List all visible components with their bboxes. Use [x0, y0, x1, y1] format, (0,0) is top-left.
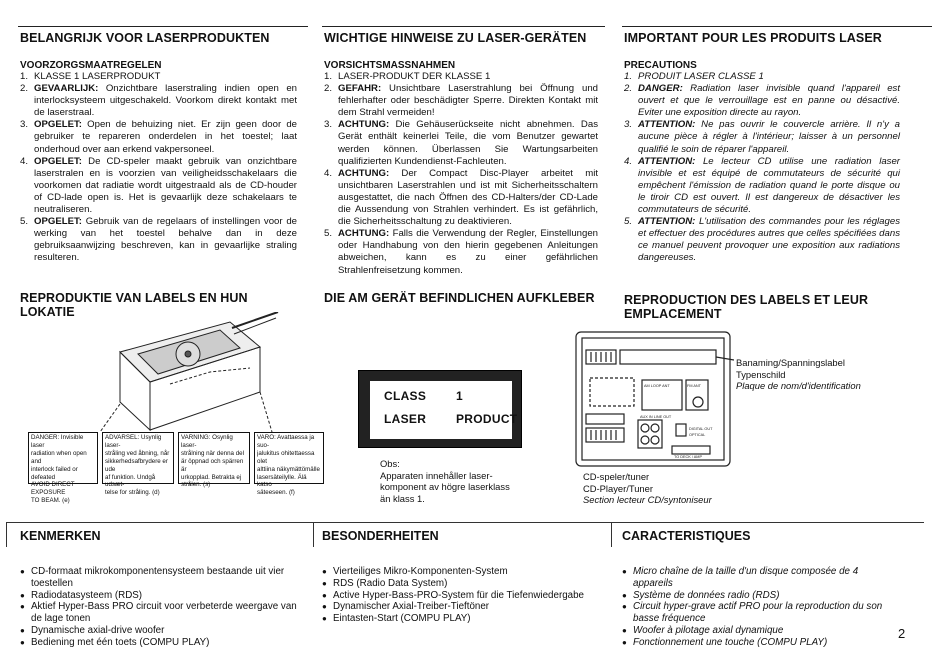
labels-heading-fr: REPRODUCTION DES LABELS ET LEUR EMPLACEMENT [624, 293, 869, 321]
class-1-laser-label: CLASS 1 LASER PRODUCT [358, 370, 522, 448]
panel-text: AM LOOP ANT [644, 384, 670, 388]
panel-text: TO DECK / AMP [674, 455, 702, 459]
rating-label-caption: Banaming/Spanningslabel Typenschild Plaque de nom/d'identification [736, 357, 861, 391]
device-caption: CD-speler/tuner CD-Player/Tuner Section lecteur CD/syntoniseur [583, 471, 712, 505]
list-item: 1. LASER-PRODUKT DER KLASSE 1 [324, 71, 491, 82]
list-item: ● CD-formaat mikrokomponentensysteem bestaande uit vier toestellen [20, 566, 302, 590]
panel-text: FM ANT [687, 384, 701, 388]
subheading-nl: VOORZORGSMAATREGELEN [20, 60, 162, 71]
heading-nl: BELANGRIJK VOOR LASERPRODUKTEN [20, 31, 270, 45]
list-item: ● Aktief Hyper-Bass PRO circuit voor verbeterde weergave van de lage tonen [20, 601, 302, 625]
list-item: 2. DANGER: Radiation laser invisible quand l'appareil est ouvert et que le verrouillage est en panne ou désactivé. Eviter une exposition directe au rayon. [624, 83, 900, 119]
panel-text: AUX IN LINE OUT [640, 415, 672, 419]
features-heading-fr: CARACTERISTIQUES [622, 529, 751, 543]
list-item: ● Fonctionnement une touche (COMPU PLAY) [622, 637, 894, 649]
panel-text: OPTICAL [689, 433, 706, 437]
cd-tuner-rear-panel-illustration [572, 330, 734, 470]
precautions-list-nl [20, 71, 297, 265]
list-item: 4. OPGELET: De CD-speler maakt gebruik van onzichtbare laserstralen en is voorzien van veiligheidsschakelaars die voorkomen dat radiatie wordt uitgestraald als de CD-houder of CD-lade open is. Het is gevaarlijk deze schakelaars te neutraliseren. [20, 155, 297, 216]
warning-label-advarsel: ADVARSEL: Usynlig laser- stråling ved åbning, når sikkerhedsafbrydere er ude af funktion. Undgå udsæt- telse for stråling. (d) [102, 432, 174, 484]
subheading-de: VORSICHTSMASSNAHMEN [324, 60, 456, 71]
list-item: 2. GEFAHR: Unsichtbare Laserstrahlung bei Öffnung und fehlerhafter oder beschädigter Sperre. Direkten Kontakt mit dem Strahl vermeiden! [324, 83, 598, 119]
list-item: ● Eintasten-Start (COMPU PLAY) [322, 613, 597, 625]
list-item: ● Bediening met één toets (COMPU PLAY) [20, 637, 302, 649]
features-heading-nl: KENMERKEN [20, 529, 101, 543]
precautions-list-de [324, 71, 598, 277]
features-list-de [322, 566, 597, 625]
list-item: ● Radiodatasysteem (RDS) [20, 590, 302, 602]
cd-unit-top-illustration [100, 312, 280, 437]
features-header-bar [6, 522, 924, 547]
features-list-fr [622, 566, 894, 649]
list-item: ● Woofer à pilotage axial dynamique [622, 625, 894, 637]
list-item: 2. GEVAARLIJK: Onzichtbare laserstraling indien open en interlocksysteem uitgeschakeld. Voorkom direkt kontakt met de laserstraal. [20, 83, 297, 119]
list-item: 5. OPGELET: Gebruik van de regelaars of instellingen voor de werking van het toestel behalve dan in deze gebruiksaanwijzing beschreven, kan in gevaarlijke straling resulteren. [20, 216, 297, 264]
list-item: 5. ACHTUNG: Falls die Verwendung der Regler, Einstellungen oder Handhabung von den hierin gegebenen Anleitungen abweichen, kann es zu einer gefährlichen Strahlenfreisetzung kommen. [324, 228, 598, 276]
list-item: ● RDS (Radio Data System) [322, 578, 597, 590]
list-item: ● Micro chaîne de la taille d'un disque composée de 4 appareils [622, 566, 894, 590]
labels-heading-de: DIE AM GERÄT BEFINDLICHEN AUFKLEBER [324, 291, 595, 305]
list-item: ● Circuit hyper-grave actif PRO pour la reproduction du son basse fréquence [622, 601, 894, 625]
features-heading-de: BESONDERHEITEN [322, 529, 439, 543]
list-item: 3. ATTENTION: Ne pas ouvrir le couvercle arrière. Il n'y a aucune pièce à régler à l'intérieur; laisser à un personnel qualifié le soin de réparer l'appareil. [624, 119, 900, 155]
list-item: ● Dynamischer Axial-Treiber-Tieftöner [322, 601, 597, 613]
labels-heading-nl: REPRODUKTIE VAN LABELS EN HUN LOKATIE [20, 291, 248, 319]
divider [322, 26, 605, 27]
list-item: ● Dynamische axial-drive woofer [20, 625, 302, 637]
warning-label-danger: DANGER: Invisible laser radiation when open and interlock failed or defeated AVOID DIRECT EXPOSURE TO BEAM. (e) [28, 432, 98, 484]
features-list-nl [20, 566, 302, 649]
list-item: 4. ACHTUNG: Der Compact Disc-Player arbeitet mit unsichtbaren Laserstrahlen und ist mit Sicherheitsschaltern ausgestattet, die nach Öffnen des CD-Halters/der CD-Lade die Aussendung von Strahlen verhindert. Es ist gefährlich, die Sicherheitsschaltung zu deaktivieren. [324, 167, 598, 228]
list-item: 4. ATTENTION: Le lecteur CD utilise une radiation laser invisible et est équipé de commutateurs de sécurité qui empêchent l'émission de radiation quand le porte disque ou le tiroir CD est ouvert. Il est dangereux de désactiver les commutateurs de sécurité. [624, 155, 900, 216]
list-item: 1. PRODUIT LASER CLASSE 1 [624, 71, 764, 82]
heading-de: WICHTIGE HINWEISE ZU LASER-GERÄTEN [324, 31, 587, 45]
list-item: 1. KLASSE 1 LASERPRODUKT [20, 71, 161, 82]
list-item: 3. ACHTUNG: Die Gehäuserückseite nicht abnehmen. Das Gerät enthält keinerlei Teile, die vom Benutzer gewartet werden können. Überlassen Sie Wartungsarbeiten qualifizierten Kundendienst-Fachleuten. [324, 119, 598, 167]
heading-fr: IMPORTANT POUR LES PRODUITS LASER [624, 31, 882, 45]
divider [18, 26, 308, 27]
divider [622, 26, 932, 27]
warning-label-varo: VARO: Avattaessa ja suo- jalukitus ohitettaessa olet alttiina näkymättömälle lasersäteilylle. Älä katso säteeseen. (f) [254, 432, 324, 484]
list-item: ● Système de données radio (RDS) [622, 590, 894, 602]
swedish-note: Obs: Apparaten innehåller laser- komponent av högre laserklass än klass 1. [380, 458, 510, 504]
page-number: 2 [898, 626, 906, 641]
subheading-fr: PRECAUTIONS [624, 60, 697, 71]
list-item: 5. ATTENTION: L'utilisation des commandes pour les réglages et effectuer des procédures autres que celles spécifiées dans ce manuel peuvent provoquer une exposition aux radiations dangereuses. [624, 216, 900, 264]
panel-text: DIGITAL OUT [689, 427, 713, 431]
list-item: ● Vierteiliges Mikro-Komponenten-System [322, 566, 597, 578]
precautions-list-fr [624, 71, 900, 265]
list-item: ● Active Hyper-Bass-PRO-System für die Tiefenwiedergabe [322, 590, 597, 602]
list-item: 3. OPGELET: Open de behuizing niet. Er zijn geen door de gebruiker te repareren onderdelen in het toestel; laat onderhoud over aan erkend vakpersoneel. [20, 119, 297, 155]
warning-label-varning: VARNING: Osynlig laser- strålning när denna del är öppnad och spärren är urkopplad. Betrakta ej strålen. (s) [178, 432, 250, 484]
